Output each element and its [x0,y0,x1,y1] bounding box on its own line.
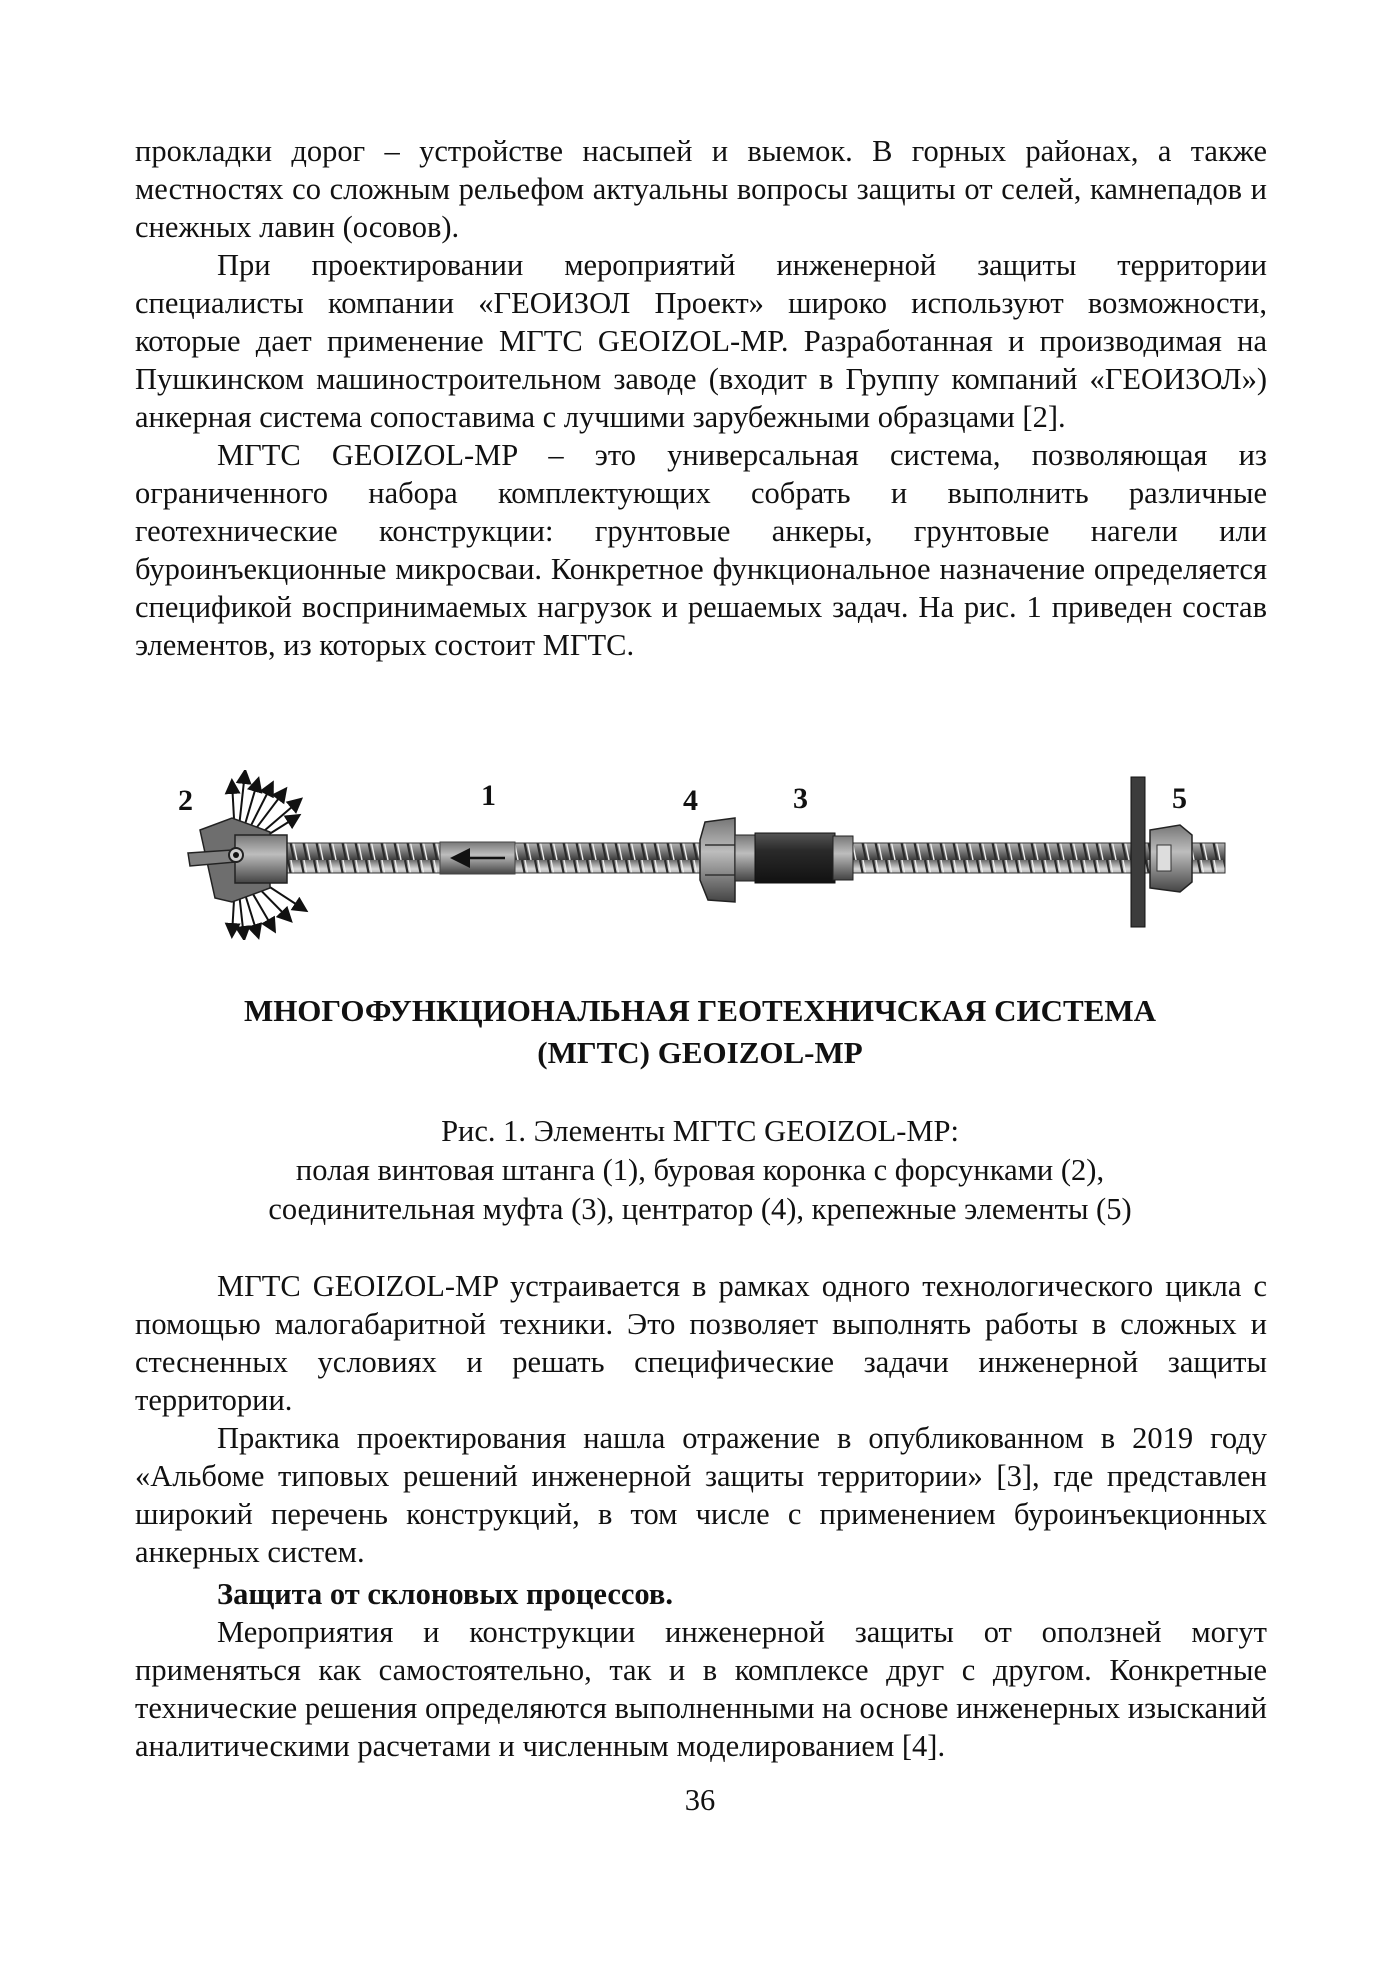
paragraph: Практика проектирования нашла отражение в опубликованном в 2019 году «Альбоме типовых решений инженерной защиты территории» [3], где представлен широкий перечень конструкций, в том числе с применением буроинъекционных анкерных систем. [135,1421,1267,1569]
page-number: 36 [684,1783,716,1817]
label-rod: 1 [481,779,496,812]
figure-title-line: МНОГОФУНКЦИОНАЛЬНАЯ ГЕОТЕХНИЧСКАЯ СИСТЕМА [243,993,1157,1028]
figure-caption [0,1112,1400,1229]
section-heading: Защита от склоновых процессов. [217,1577,673,1611]
label-drill-bit: 2 [178,784,193,817]
body-text-top [135,132,1267,664]
coupling-sleeve [735,833,853,883]
anchor-system-illustration [0,770,1400,940]
paragraph: Мероприятия и конструкции инженерной защиты от оползней могут применяться как самостоятельно, так и в комплексе друг с другом. Конкретные технические решения определяются выполненными на основе инженерных изысканий аналитическими расчетами и численным моделированием [4]. [135,1615,1267,1763]
label-fasteners: 5 [1172,782,1187,815]
label-centrator: 4 [683,784,698,817]
body-text-bottom [135,1267,1267,1765]
paragraph: прокладки дорог – устройстве насыпей и выемок. В горных районах, а также местностях со сложным рельефом актуальны вопросы защиты от селей, камнепадов и снежных лавин (осовов). [135,134,1267,244]
figure-anchor-system [0,770,1400,940]
caption-line: полая винтовая штанга (1), буровая коронка с форсунками (2), [295,1153,1105,1187]
centrator [700,818,735,902]
figure-title-line: (МГТС) GEOIZOL-MP [537,1035,863,1070]
caption-line: Рис. 1. Элементы МГТС GEOIZOL-MP: [441,1114,959,1148]
paragraph: МГТС GEOIZOL-MP – это универсальная система, позволяющая из ограниченного набора комплектующих собрать и выполнить различные геотехнические конструкции: грунтовые анкеры, грунтовые нагели или буроинъекционные микросваи. Конкретное функциональное назначение определяется спецификой воспринимаемых нагрузок и решаемых задач. На рис. 1 приведен состав элементов, из которых состоит МГТС. [135,438,1267,662]
bearing-plate [1131,777,1145,927]
paragraph: МГТС GEOIZOL-MP устраивается в рамках одного технологического цикла с помощью малогабаритной техники. Это позволяет выполнять работы в сложных и стесненных условиях и решать специфические задачи инженерной защиты территории. [135,1269,1267,1417]
caption-line: соединительная муфта (3), центратор (4), крепежные элементы (5) [268,1192,1132,1226]
drill-bit-with-nozzles [188,772,305,938]
figure-title [0,990,1400,1074]
paragraph: При проектировании мероприятий инженерной защиты территории специалисты компании «ГЕОИЗОЛ Проект» широко используют возможности, которые дает применение МГТС GEOIZOL-MP. Разработанная и производимая на Пушкинском машиностроительном заводе (входит в Группу компаний «ГЕОИЗОЛ») анкерная система сопоставима с лучшими зарубежными образцами [2]. [135,248,1267,434]
label-coupling: 3 [793,782,808,815]
